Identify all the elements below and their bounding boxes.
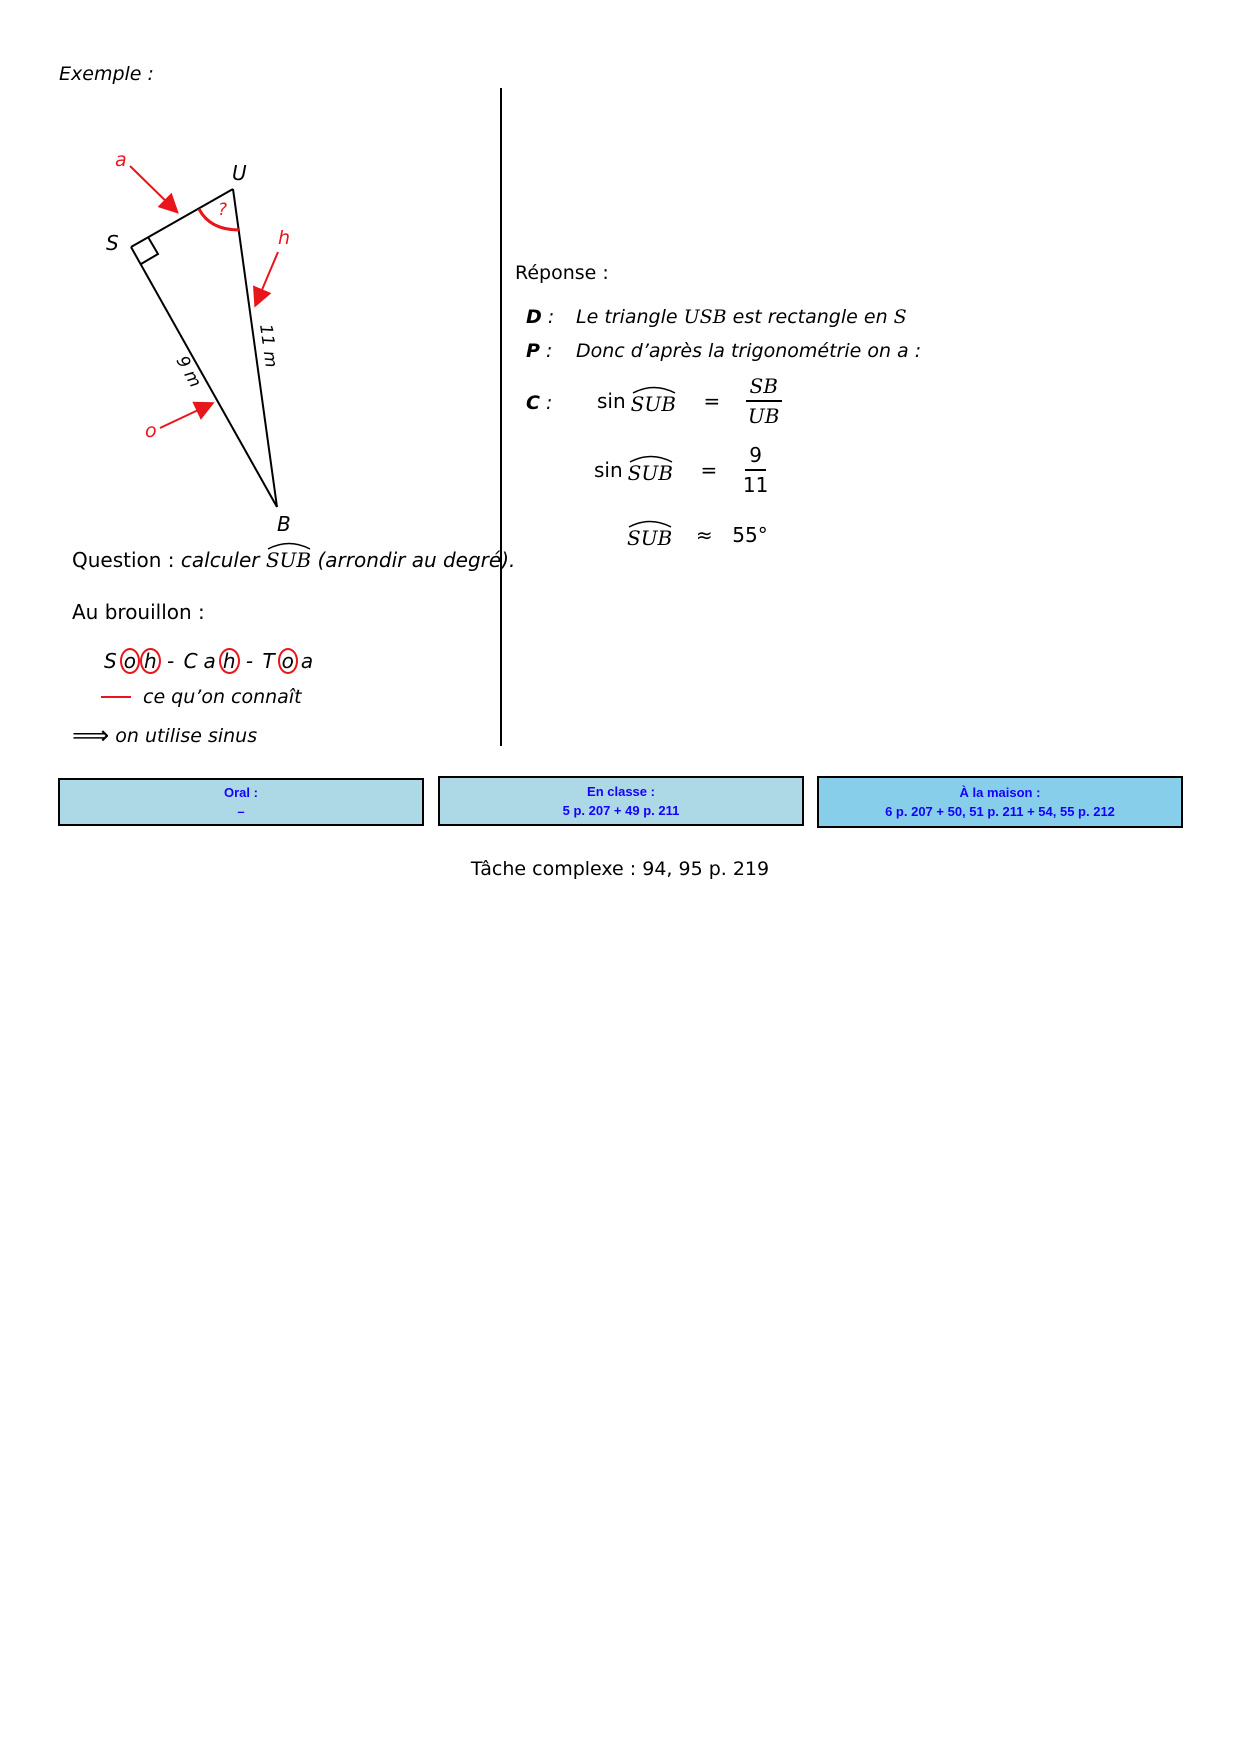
legend-text: ce qu’on connaît bbox=[143, 686, 302, 708]
box-en-classe-content: 5 p. 207 + 49 p. 211 bbox=[562, 803, 680, 818]
legend-row bbox=[101, 686, 302, 708]
side-ub-label: 11 m bbox=[255, 322, 281, 369]
question-angle: SUB bbox=[266, 542, 311, 572]
side-sb bbox=[131, 247, 277, 507]
box-a-la-maison-title: À la maison : bbox=[959, 785, 1041, 800]
box-oral-title: Oral : bbox=[224, 785, 258, 800]
question-prefix: Question : bbox=[72, 548, 181, 572]
line-c-label bbox=[526, 392, 552, 414]
arrow-o bbox=[160, 404, 211, 428]
eq1-denominator: UB bbox=[747, 404, 780, 428]
p-colon: : bbox=[539, 340, 553, 362]
p-label: P bbox=[526, 340, 540, 362]
arrow-o-label: o bbox=[145, 420, 157, 442]
eq1-fraction bbox=[744, 374, 784, 428]
angle-question-label: ? bbox=[218, 200, 228, 220]
p-text: Donc d’après la trigonométrie on a : bbox=[576, 340, 922, 362]
eq3-op: ≈ bbox=[695, 523, 713, 547]
implies-icon: ⟹ bbox=[72, 721, 110, 751]
question-suffix: (arrondir au degré). bbox=[311, 548, 516, 572]
arrow-a bbox=[130, 166, 176, 211]
box-oral-content: – bbox=[237, 804, 245, 819]
eq3-angle: SUB bbox=[627, 520, 672, 550]
box-en-classe-title: En classe : bbox=[587, 784, 655, 799]
conclusion-row bbox=[72, 721, 258, 751]
vertex-s-label: S bbox=[106, 231, 119, 255]
eq2-denominator: 11 bbox=[742, 473, 769, 497]
side-sb-label: 9 m bbox=[171, 352, 206, 392]
eq2-numerator: 9 bbox=[745, 443, 766, 471]
equation-3 bbox=[627, 520, 768, 550]
eq2-op: = bbox=[700, 458, 718, 482]
answer-title: Réponse : bbox=[515, 262, 609, 284]
eq1-sin: sin bbox=[597, 389, 626, 413]
eq1-op: = bbox=[703, 389, 721, 413]
legend-red-line bbox=[101, 696, 131, 698]
eq2-sin: sin bbox=[594, 458, 623, 482]
mnemonic bbox=[101, 648, 316, 674]
mnemonic-letter: T bbox=[262, 649, 275, 673]
footer-text: Tâche complexe : 94, 95 p. 219 bbox=[470, 858, 770, 880]
mnemonic-letter-circled: h bbox=[140, 648, 161, 674]
mnemonic-letter: - bbox=[239, 649, 260, 673]
equation-1 bbox=[597, 374, 783, 428]
mnemonic-letter-circled: h bbox=[219, 648, 240, 674]
line-d bbox=[526, 306, 907, 328]
vertex-b-label: B bbox=[277, 512, 291, 536]
c-label: C bbox=[526, 392, 540, 414]
box-a-la-maison-content: 6 p. 207 + 50, 51 p. 211 + 54, 55 p. 212 bbox=[885, 804, 1115, 819]
d-colon: : bbox=[541, 306, 555, 328]
mnemonic-letter: a bbox=[203, 649, 216, 673]
brouillon-title: Au brouillon : bbox=[72, 600, 205, 624]
mnemonic-letter: S bbox=[104, 649, 117, 673]
conclusion-text: on utilise sinus bbox=[115, 725, 258, 747]
example-label: Exemple : bbox=[59, 63, 154, 85]
equation-2 bbox=[594, 443, 772, 497]
box-a-la-maison bbox=[817, 776, 1183, 828]
arrow-h-label: h bbox=[278, 227, 291, 249]
eq1-angle: SUB bbox=[631, 386, 676, 416]
column-divider bbox=[500, 88, 502, 746]
mnemonic-letter: - bbox=[160, 649, 181, 673]
mnemonic-letter: a bbox=[300, 649, 314, 673]
c-colon: : bbox=[539, 392, 553, 414]
triangle-figure bbox=[90, 130, 330, 550]
vertex-u-label: U bbox=[232, 161, 247, 185]
box-en-classe bbox=[438, 776, 804, 826]
question-line bbox=[72, 542, 515, 572]
arrow-h bbox=[256, 252, 278, 304]
question-verb: calculer bbox=[180, 548, 266, 572]
box-oral bbox=[58, 778, 424, 826]
eq3-value: 55° bbox=[732, 523, 768, 547]
mnemonic-letter-circled: o bbox=[278, 648, 298, 674]
eq2-fraction bbox=[739, 443, 772, 497]
right-angle-mark bbox=[141, 237, 158, 264]
d-text: Le triangle USB est rectangle en S bbox=[576, 306, 907, 328]
mnemonic-letter: C bbox=[183, 649, 198, 673]
d-label: D bbox=[526, 306, 542, 328]
line-p bbox=[526, 340, 922, 362]
arrow-a-label: a bbox=[115, 149, 127, 171]
eq2-angle: SUB bbox=[628, 455, 673, 485]
eq1-numerator: SB bbox=[746, 374, 782, 402]
mnemonic-letter-circled: o bbox=[120, 648, 140, 674]
